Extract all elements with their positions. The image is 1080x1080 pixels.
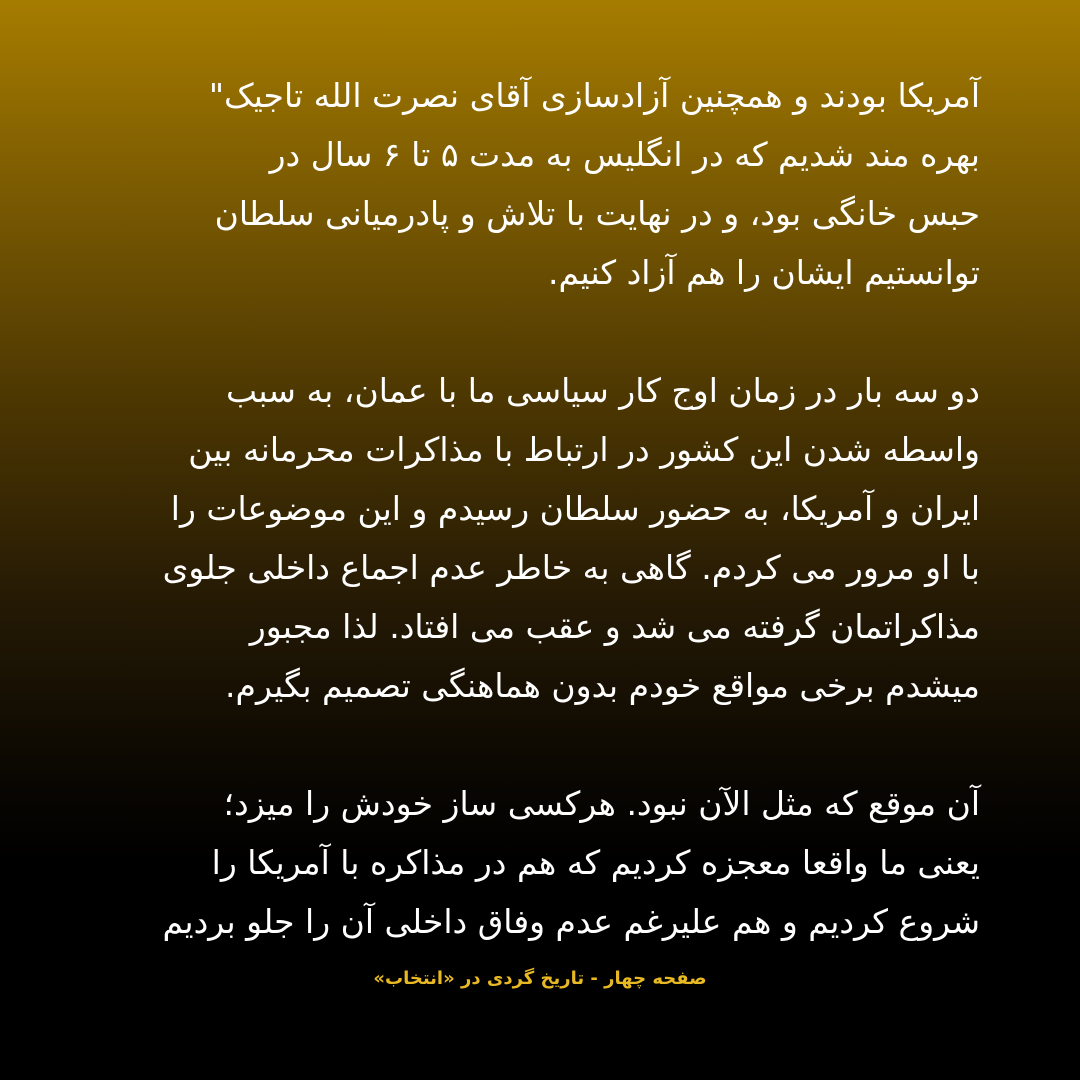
text-line: آن موقع که مثل الآن نبود. هرکسی ساز خودش را میزد؛ bbox=[223, 784, 980, 823]
paragraph-1 bbox=[70, 66, 980, 302]
text-line: مذاکراتمان گرفته می شد و عقب می افتاد. لذا مجبور bbox=[249, 607, 980, 646]
text-line: شروع کردیم و هم علیرغم عدم وفاق داخلی آن را جلو بردیم bbox=[162, 902, 980, 941]
text-line: ایران و آمریکا، به حضور سلطان رسیدم و این موضوعات را bbox=[170, 489, 980, 528]
text-line: آمریکا بودند و همچنین آزادسازی آقای نصرت الله تاجیک" bbox=[208, 76, 980, 115]
text-line: حبس خانگی بود، و در نهایت با تلاش و پادرمیانی سلطان bbox=[214, 194, 980, 233]
page-caption: صفحه چهار - تاریخ گردی در «انتخاب» bbox=[373, 968, 707, 989]
paragraph-2 bbox=[70, 361, 980, 715]
text-line: واسطه شدن این کشور در ارتباط با مذاکرات محرمانه بین bbox=[188, 430, 980, 469]
text-line: یعنی ما واقعا معجزه کردیم که هم در مذاکره با آمریکا را bbox=[211, 843, 980, 882]
text-line: بهره مند شدیم که در انگلیس به مدت ۵ تا ۶ سال در bbox=[269, 135, 980, 174]
paragraph-3 bbox=[70, 774, 980, 951]
text-line: با او مرور می کردم. گاهی به خاطر عدم اجماع داخلی جلوی bbox=[162, 548, 980, 587]
text-line: دو سه بار در زمان اوج کار سیاسی ما با عمان، به سبب bbox=[225, 371, 980, 410]
paragraph-spacer bbox=[70, 302, 980, 361]
text-line: توانستیم ایشان را هم آزاد کنیم. bbox=[548, 253, 980, 292]
text-page bbox=[70, 66, 980, 951]
text-line: میشدم برخی مواقع خودم بدون هماهنگی تصمیم بگیرم. bbox=[225, 666, 980, 705]
paragraph-spacer bbox=[70, 715, 980, 774]
